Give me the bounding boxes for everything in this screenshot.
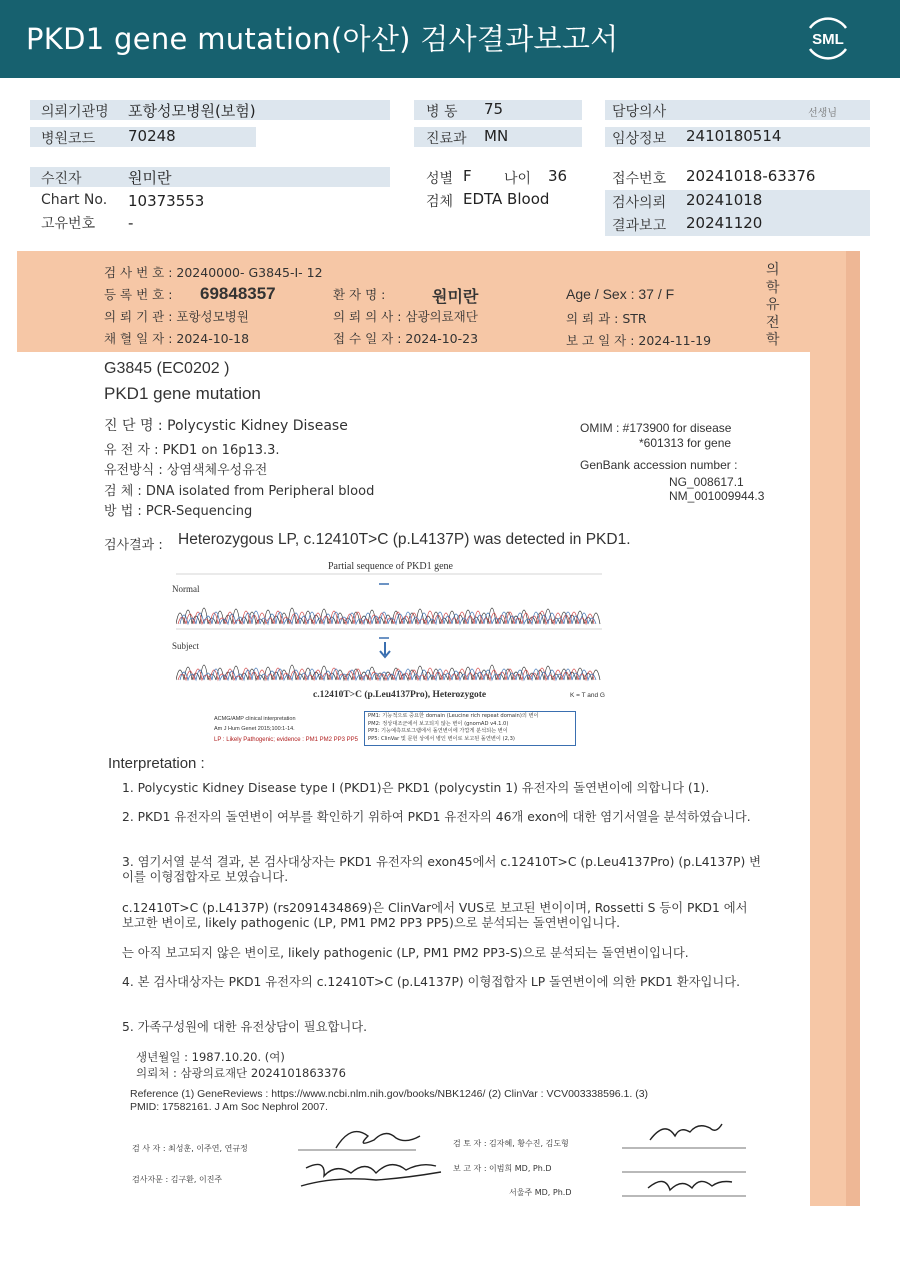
sml-logo-icon	[802, 12, 854, 64]
requesting-dept: 의 뢰 과 : STR	[566, 311, 647, 326]
omim-gene: *601313 for gene	[639, 436, 732, 450]
page-title: PKD1 gene mutation(아산) 검사결과보고서	[26, 22, 619, 56]
requesting-doctor: 의 뢰 의 사 : 삼광의료재단	[333, 309, 478, 324]
side-label: 의학유전학	[766, 262, 780, 348]
genbank-label: GenBank accession number :	[580, 458, 738, 472]
reviewers: 검 토 자 : 김자혜, 황수진, 김도형	[453, 1139, 569, 1148]
hospital-code-value: 70248	[128, 127, 176, 145]
interp-paragraph-2: 2. PKD1 유전자의 돌연변이 여부를 확인하기 위하여 PKD1 유전자의 46개 exon에 대한 염기서열을 분석하였습니다.	[122, 810, 751, 824]
age-sex: Age / Sex : 37 / F	[566, 286, 675, 302]
clinical-info-label: 임상정보	[612, 131, 667, 147]
figure-subject-label: Subject	[172, 641, 199, 651]
hospital-code-label: 병원코드	[41, 131, 96, 147]
report-institution: 의 뢰 기 관 : 포항성모병원	[104, 309, 249, 324]
genbank-ng: NG_008617.1	[669, 475, 744, 489]
scan-side-edge	[846, 251, 860, 1206]
age-value: 36	[548, 167, 568, 185]
result-label: 검사결과 :	[104, 538, 163, 553]
interp-paragraph-4: c.12410T>C (p.L4137P) (rs2091434869)은 ClinVar에서 VUS로 보고된 변이이며, Rossetti S 등이 PKD1 에서 보고한 변이로, likely pathogenic (LP, PM1 PM2 PP3 PP5)으로 분석되는 돌연변이입니다.	[122, 901, 748, 930]
interp-paragraph-1: 1. Polycystic Kidney Disease type I (PKD1)은 PKD1 (polycystin 1) 유전자의 돌연변이에 의합니다 (1).	[122, 781, 710, 795]
patient-label: 수진자	[41, 171, 82, 187]
inheritance: 유전방식 : 상염색체우성유전	[104, 463, 268, 478]
unique-no-value: -	[128, 214, 134, 232]
advisors: 검사자문 : 김구환, 이진주	[132, 1175, 223, 1184]
figure-k-note: K = T and G	[570, 692, 605, 699]
interpretation-title: Interpretation :	[108, 755, 205, 772]
interp-paragraph-5: 는 아직 보고되지 않은 변이로, likely pathogenic (LP, PM1 PM2 PP3-S)으로 분석되는 돌연변이입니다.	[122, 946, 689, 960]
chromatogram-figure	[176, 572, 606, 684]
age-label: 나이	[504, 171, 532, 187]
specimen-value: EDTA Blood	[463, 190, 550, 208]
reference: Reference (1) GeneReviews : https://www.ncbi.nlm.nih.gov/books/NBK1246/ (2) ClinVar : VCV003338596.1. (3) PMID: 17582161. J Am Soc Nephrol 2007.	[130, 1088, 649, 1113]
requester: 의뢰처 : 삼광의료재단 2024101863376	[136, 1066, 346, 1080]
report-date: 보 고 일 자 : 2024-11-19	[566, 333, 712, 348]
acmg-line-1: ACMG/AMP clinical interpretation	[214, 716, 296, 722]
patient-bar	[30, 167, 390, 187]
doctor-label: 담당의사	[612, 104, 667, 120]
chart-no-label: Chart No.	[41, 192, 108, 208]
specimen-label: 검체	[426, 194, 454, 210]
request-date-value: 20241018	[686, 191, 763, 209]
receipt-no-value: 20241018-63376	[686, 167, 816, 185]
clinical-info-value: 2410180514	[686, 127, 782, 145]
figure-caption: c.12410T>C (p.Leu4137Pro), Heterozygote	[313, 690, 487, 700]
receipt-date: 접 수 일 자 : 2024-10-23	[333, 331, 479, 346]
registration-number: 69848357	[200, 284, 276, 303]
result-date-label: 결과보고	[612, 218, 667, 234]
institution-label: 의뢰기관명	[41, 104, 109, 120]
doctor-suffix: 선생님	[808, 108, 837, 119]
registration-label: 등 록 번 호 :	[104, 287, 173, 302]
receipt-no-label: 접수번호	[612, 171, 667, 187]
ward-value: 75	[484, 100, 504, 118]
sex-label: 성별	[426, 171, 454, 187]
ward-label: 병 동	[426, 104, 458, 120]
evidence-box	[364, 711, 576, 746]
acmg-line-3: LP : Likely Pathogenic; evidence : PM1 PM2 PP3 PP5	[214, 737, 358, 743]
result-date-value: 20241120	[686, 214, 763, 232]
institution-value: 포항성모병원(보험)	[128, 102, 256, 120]
omim-disease: OMIM : #173900 for disease	[580, 421, 732, 435]
collection-date: 채 혈 일 자 : 2024-10-18	[104, 331, 250, 346]
result-text: Heterozygous LP, c.12410T>C (p.L4137P) was detected in PKD1.	[178, 531, 631, 548]
patient-value: 원미란	[128, 169, 172, 187]
patient-name: 원미란	[432, 287, 479, 306]
examiners: 검 사 자 : 최성훈, 이주연, 연규정	[132, 1144, 248, 1153]
reporter-2: 서울주 MD, Ph.D	[509, 1188, 572, 1197]
interp-paragraph-7: 5. 가족구성원에 대한 유전상담이 필요합니다.	[122, 1020, 368, 1034]
logo-text: SML	[812, 31, 844, 48]
interp-paragraph-6: 4. 본 검사대상자는 PKD1 유전자의 c.12410T>C (p.L4137P) 이형접합자 LP 돌연변이에 의한 PKD1 환자입니다.	[122, 975, 741, 989]
test-name: PKD1 gene mutation	[104, 384, 261, 403]
department-label: 진료과	[426, 131, 467, 147]
diagnosis: 진 단 명 : Polycystic Kidney Disease	[104, 418, 348, 434]
variant-arrow-icon	[380, 642, 390, 657]
unique-no-label: 고유번호	[41, 216, 96, 232]
department-value: MN	[484, 127, 509, 145]
patient-name-label: 환 자 명 :	[333, 287, 386, 302]
reporter: 보 고 자 : 이범희 MD, Ph.D	[453, 1164, 552, 1173]
evidence-item: PP3: 기능예측프로그램에서 돌연변이에 가깝게 분석되는 변이	[368, 728, 508, 734]
sample: 검 체 : DNA isolated from Peripheral blood	[104, 484, 375, 499]
evidence-item: PP5: ClinVar 및 문헌 상에서 병인 변이로 보고된 돌연변이 (2,3)	[368, 735, 515, 742]
exam-number: 검 사 번 호 : 20240000- G3845-I- 12	[104, 265, 323, 280]
chart-no-value: 10373553	[128, 192, 205, 210]
sex-value: F	[463, 167, 472, 185]
gene: 유 전 자 : PKD1 on 16p13.3.	[104, 443, 280, 458]
request-date-label: 검사의뢰	[612, 195, 667, 211]
evidence-item: PM1: 기능적으로 중요한 domain (Leucine rich repeat domain)의 변이	[368, 713, 539, 719]
figure-normal-label: Normal	[172, 584, 200, 594]
birth-date: 생년월일 : 1987.10.20. (여)	[136, 1050, 285, 1064]
method: 방 법 : PCR-Sequencing	[104, 504, 253, 519]
figure-title: Partial sequence of PKD1 gene	[328, 561, 453, 572]
examiner-signature	[296, 1118, 446, 1193]
interp-paragraph-3: 3. 염기서열 분석 결과, 본 검사대상자는 PKD1 유전자의 exon45에서 c.12410T>C (p.Leu4137Pro) (p.L4137P) 변이를 이형접합자로 보였습니다.	[122, 855, 762, 884]
test-code: G3845 (EC0202 )	[104, 360, 230, 377]
acmg-line-2: Am J Hum Genet 2015;100:1-14.	[214, 726, 295, 732]
evidence-item: PM2: 정상대조군에서 보고되지 않는 변이 (gnomAD v4.1.0)	[368, 720, 509, 727]
reviewer-signature	[620, 1118, 750, 1200]
genbank-nm: NM_001009944.3	[669, 489, 765, 503]
